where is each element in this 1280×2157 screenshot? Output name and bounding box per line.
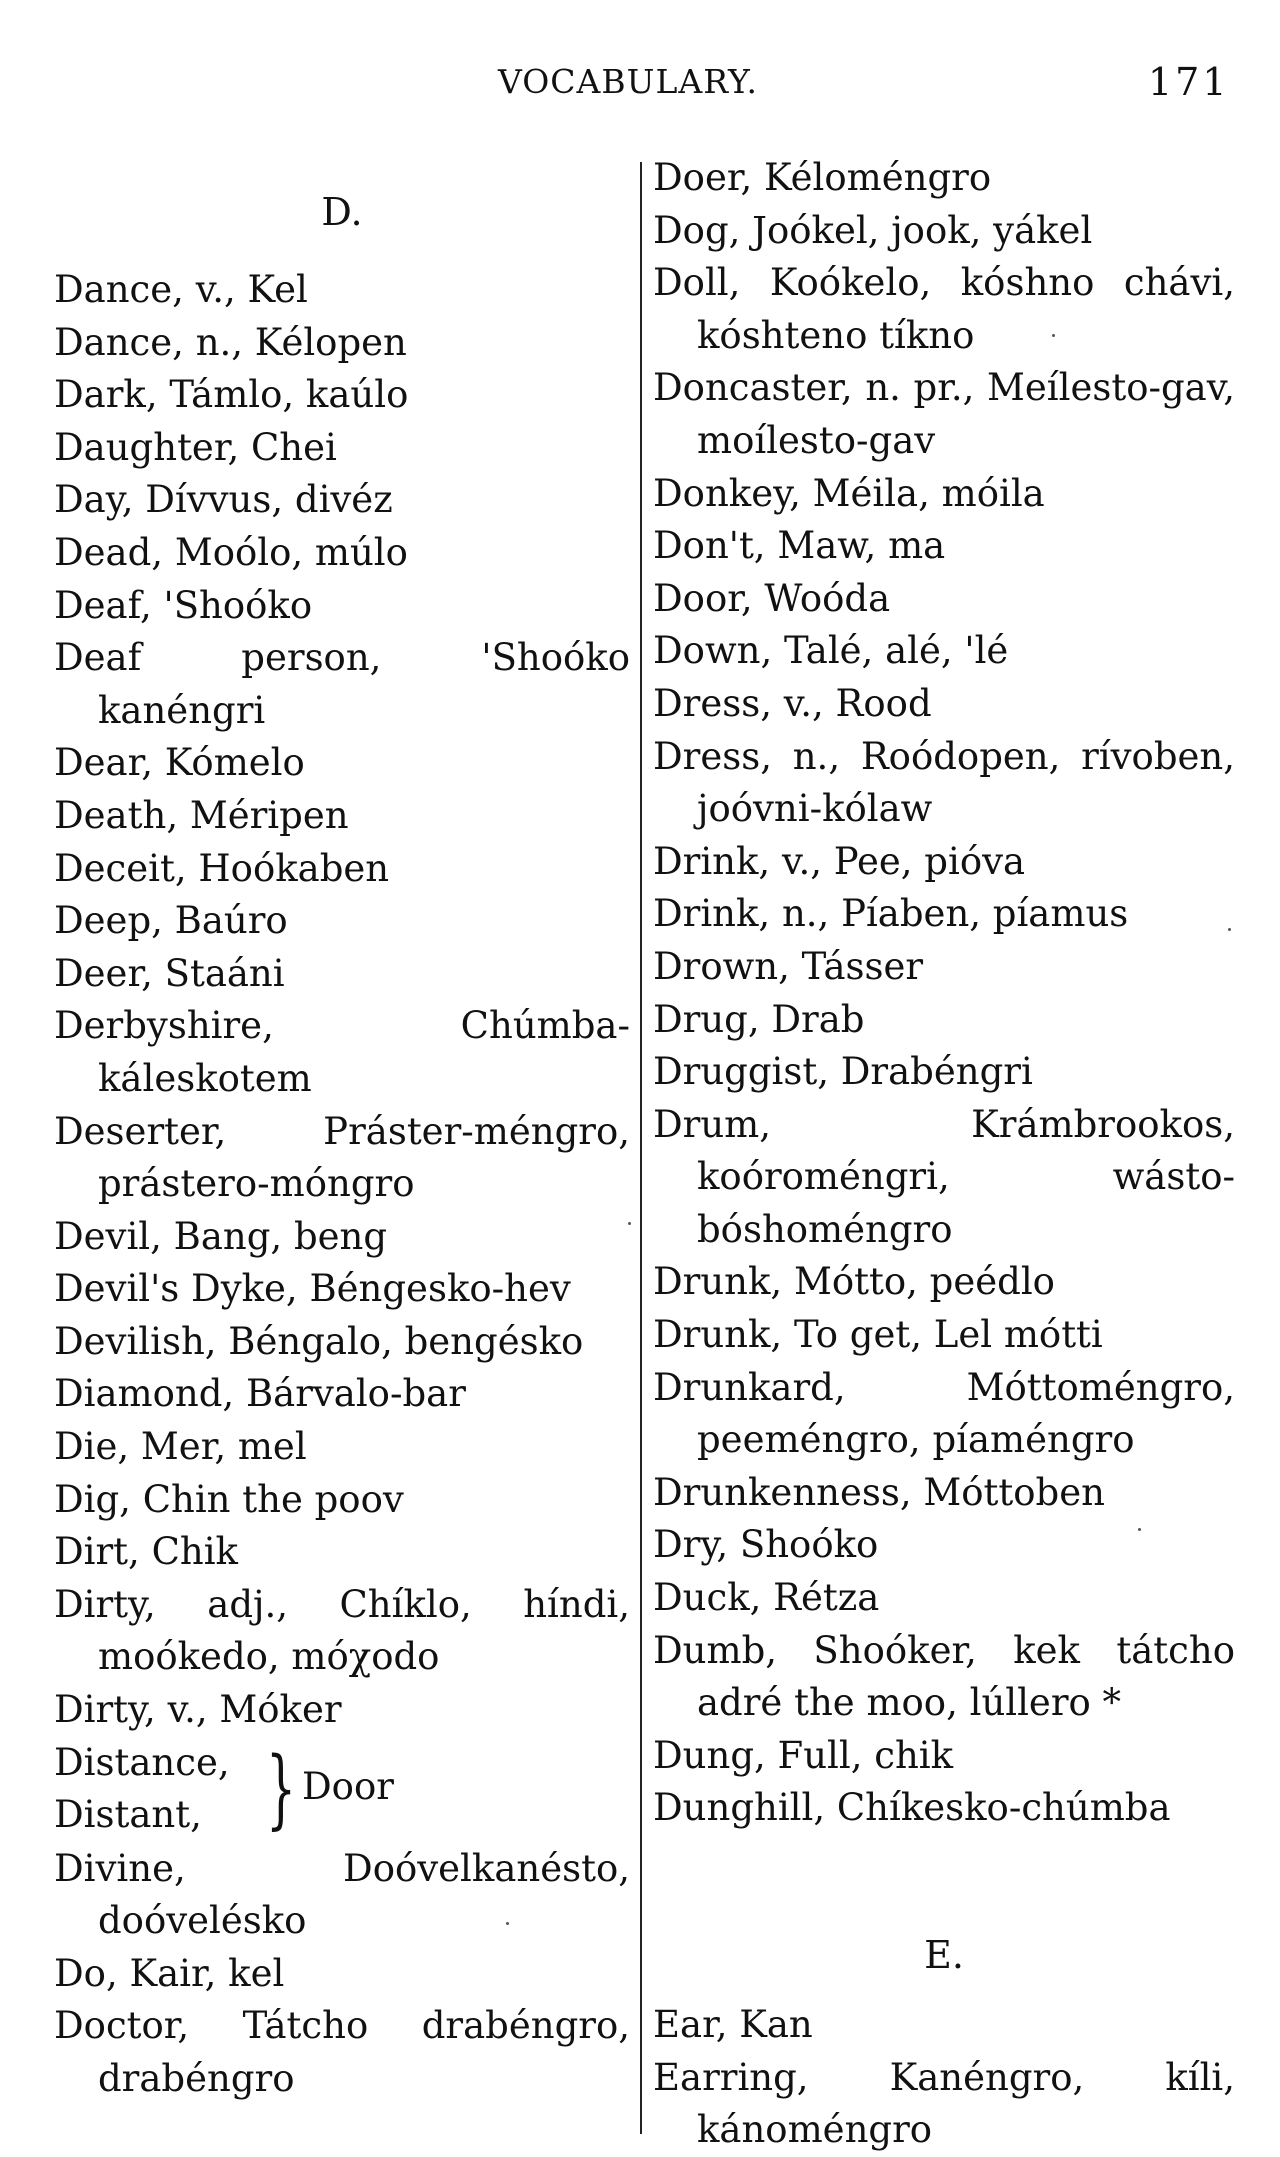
curly-brace-icon: }: [266, 1738, 297, 1839]
vocabulary-entry: Dunghill, Chíkesko-chúmba: [653, 1786, 1171, 1830]
vocabulary-entry: Dance, v., Kel: [54, 268, 308, 311]
vocabulary-entry: Drown, Tásser: [653, 944, 924, 988]
vocabulary-entry: Diamond, Bárvalo-bar: [54, 1372, 466, 1416]
section-letter-d: D.: [321, 190, 363, 234]
vocabulary-entry: Derbyshire, Chúmba-káleskotem: [54, 1004, 630, 1100]
page-number: 171: [1148, 60, 1230, 104]
vocabulary-entry: Doll, Koókelo, kóshno chávi, kóshteno tíkno: [653, 261, 1235, 357]
vocabulary-entry: Daughter, Chei: [54, 425, 337, 469]
vocabulary-entry: Deceit, Hoókaben: [54, 846, 390, 890]
print-speck: [506, 1922, 509, 1925]
vocabulary-entry: Don't, Maw, ma: [653, 524, 946, 568]
vocabulary-entry: Dirty, adj., Chíklo, híndi, moókedo, móχodo: [54, 1582, 630, 1679]
brace-word-1: Distance,: [54, 1740, 230, 1784]
vocabulary-entry: Donkey, Méila, móila: [653, 471, 1045, 515]
vocabulary-entry: Doctor, Tátcho drabéngro, drabéngro: [54, 2004, 630, 2100]
vocabulary-entry: Dung, Full, chik: [653, 1733, 954, 1777]
right-entry-list: [653, 152, 1235, 1835]
vocabulary-entry: Down, Talé, alé, 'lé: [653, 629, 1009, 673]
vocabulary-entry: Druggist, Drabéngri: [653, 1050, 1033, 1094]
print-speck: [1228, 928, 1231, 931]
vocabulary-entry: Day, Dívvus, divéz: [54, 478, 393, 522]
right-column: [653, 152, 1235, 2157]
left-entry-list: [54, 264, 630, 1737]
right-entry-list-after: [653, 1999, 1235, 2157]
vocabulary-entry: Dog, Joókel, jook, yákel: [653, 208, 1093, 252]
vocabulary-entry: Devilish, Béngalo, bengésko: [54, 1319, 584, 1363]
vocabulary-entry: Dark, Támlo, kaúlo: [54, 373, 409, 417]
vocabulary-entry: Die, Mer, mel: [54, 1425, 307, 1469]
vocabulary-entry: Devil's Dyke, Béngesko-hev: [54, 1267, 571, 1311]
section-gap: [653, 1835, 1235, 1895]
vocabulary-entry: Earring, Kanéngro, kíli, kánoméngro: [653, 2055, 1235, 2152]
vocabulary-entry: Doer, Kéloméngro: [653, 156, 992, 199]
brace-word-2: Distant,: [54, 1793, 202, 1837]
print-speck: [1052, 334, 1055, 337]
running-title: VOCABULARY.: [498, 62, 759, 101]
vocabulary-entry: Death, Méripen: [54, 793, 349, 837]
section-letter-e: E.: [924, 1933, 964, 1977]
vocabulary-entry: Do, Kair, kel: [54, 1951, 285, 1995]
vocabulary-entry: Dear, Kómelo: [54, 741, 305, 785]
vocabulary-entry: Dumb, Shoóker, kek tátcho adré the moo, lúllero *: [653, 1628, 1235, 1725]
vocabulary-entry: Drunkenness, Móttoben: [653, 1470, 1105, 1514]
vocabulary-entry: Deserter, Práster-méngro, prástero-móngro: [54, 1109, 630, 1206]
print-speck: [1138, 1528, 1141, 1531]
brace-entry: [54, 1737, 630, 1843]
vocabulary-entry: Doncaster, n. pr., Meílesto-gav, moílesto-gav: [653, 366, 1235, 462]
running-head: [0, 62, 1280, 112]
column-divider: [640, 162, 642, 2134]
vocabulary-entry: Deep, Baúro: [54, 899, 288, 943]
brace-translation: Door: [302, 1764, 394, 1808]
vocabulary-entry: Duck, Rétza: [653, 1576, 880, 1620]
left-column: [54, 152, 630, 2106]
vocabulary-entry: Dirty, v., Móker: [54, 1688, 342, 1732]
vocabulary-entry: Drink, v., Pee, pióva: [653, 839, 1026, 883]
vocabulary-entry: Drunk, Mótto, peédlo: [653, 1260, 1055, 1304]
vocabulary-entry: Drum, Krámbrookos, koóroméngri, wásto-bóshoméngro: [653, 1102, 1235, 1251]
vocabulary-entry: Dirt, Chik: [54, 1530, 238, 1574]
vocabulary-entry: Divine, Doóvelkanésto, doóvelésko: [54, 1846, 630, 1943]
vocabulary-entry: Dead, Moólo, múlo: [54, 530, 408, 574]
vocabulary-entry: Devil, Bang, beng: [54, 1214, 388, 1258]
vocabulary-entry: Dance, n., Kélopen: [54, 320, 407, 364]
vocabulary-entry: Drink, n., Píaben, píamus: [653, 892, 1129, 936]
left-entry-list-after: [54, 1843, 630, 2106]
vocabulary-entry: Dress, n., Roódopen, rívoben, joóvni-kólaw: [653, 734, 1235, 831]
vocabulary-entry: Deaf person, 'Shoóko kanéngri: [54, 636, 630, 732]
vocabulary-entry: Drunk, To get, Lel mótti: [653, 1313, 1103, 1357]
print-speck: [628, 1222, 631, 1225]
vocabulary-entry: Dig, Chin the poov: [54, 1477, 404, 1521]
vocabulary-entry: Dress, v., Rood: [653, 681, 932, 725]
vocabulary-entry: Drug, Drab: [653, 997, 865, 1041]
vocabulary-entry: Ear, Kan: [653, 2003, 813, 2046]
vocabulary-entry: Door, Woóda: [653, 576, 891, 620]
vocabulary-entry: Drunkard, Móttoméngro, peeméngro, píaméngro: [653, 1365, 1235, 1462]
vocabulary-entry: Dry, Shoóko: [653, 1523, 879, 1567]
vocabulary-entry: Deer, Staáni: [54, 951, 285, 995]
vocabulary-entry: Deaf, 'Shoóko: [54, 583, 313, 627]
